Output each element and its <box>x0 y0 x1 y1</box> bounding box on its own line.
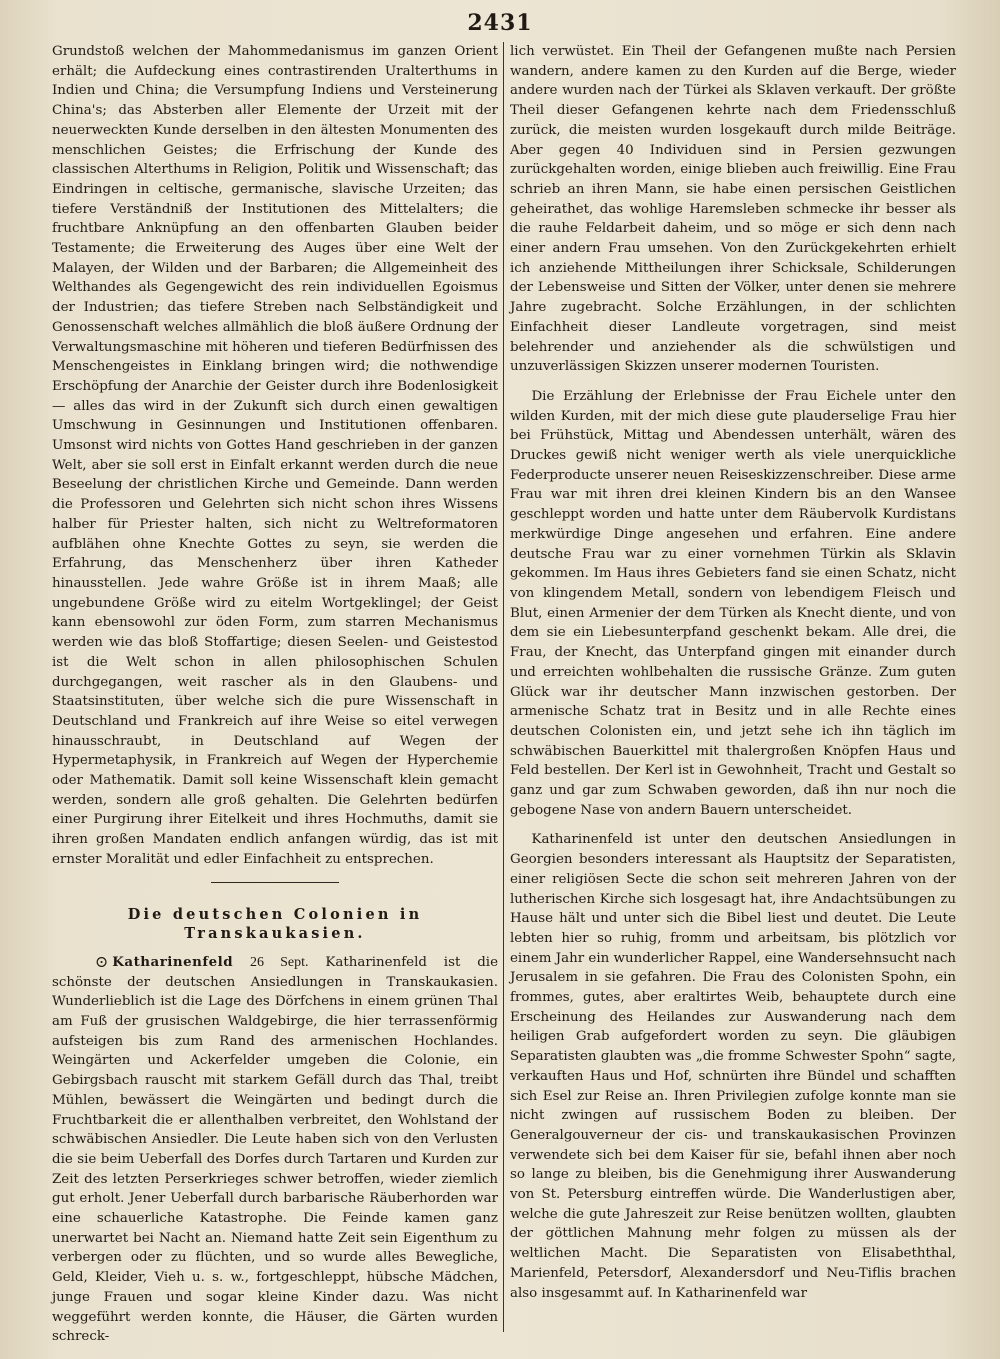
right-column <box>510 42 956 1303</box>
dateline-paragraph <box>52 952 498 1347</box>
left-column <box>52 42 498 1347</box>
article-body-paragraph: Katharinenfeld ist unter den deutschen Ansiedlungen in Georgien besonders interessant als Hauptsitz der Separatisten, einer religiösen Secte die schon seit mehreren Jahren von der lutherischen Kirche sich losgesagt hat, ihre Andachtsübungen zu Hause hält und unter sich die Bibel liest und deutet. Die Leute lebten hier so ruhig, fromm und arbeitsam, bis plötzlich vor einem Jahr ein wunderlicher Rappel, eine Wandersehnsucht nach Jerusalem in sie gefahren. Die Frau des Colonisten Spohn, ein frommes, gutes, aber eraltirtes Weib, behauptete durch eine Erscheinung des Heilandes zur Auswanderung nach dem heiligen Grab aufgefordert worden zu seyn. Die gläubigen Separatisten glaubten was „die fromme Schwester Spohn“ sagte, verkauften Haus und Hof, schnürten ihre Bündel und schafften sich Esel zur Reise an. Ihren Privilegien zufolge konnte man sie nicht zwingen auf russischem Boden zu bleiben. Der Generalgouverneur der cis- und transkaukasischen Provinzen verwendete sich bei dem Kaiser für sie, befahl ihnen aber noch so lange zu bleiben, bis die Genehmigung ihrer Auswanderung von St. Petersburg eintreffen würde. Die Wanderlustigen aber, welche die gute Jahreszeit zur Reise benützen wollten, glaubten der göttlichen Mahnung mehr folgen zu müssen als der weltlichen Macht. Die Separatisten von Elisabeththal, Marienfeld, Petersdorf, Alexandersdorf und Neu-Tiflis brachen also insgesammt auf. In Katharinenfeld war <box>510 832 956 1301</box>
article-heading: Die deutschen Colonien in Transkaukasien. <box>127 905 423 943</box>
article-body-paragraph: Die Erzählung der Erlebnisse der Frau Eichele unter den wilden Kurden, mit der mich diese gute plauderselige Frau hier bei Frühstück, Mittag und Abendessen unterhält, wären des Druckes gewiß nicht weniger werth als viele unerquickliche Federproducte unserer neuen Reiseskizzenschreiber. Diese arme Frau war mit ihren drei kleinen Kindern bis an den Wansee geschleppt worden und hatte unter dem Räubervolk Kurdistans merkwürdige Dinge angesehen und erfahren. Eine andere deutsche Frau war zu einer vornehmen Türkin als Sklavin gekommen. Im Haus ihres Gebieters fand sie einen Schatz, nicht von klingendem Metall, sondern von lebendigem Fleisch und Blut, einen Armenier der dem Türken als Knecht diente, und von dem sie ein Liebesunterpfand geschenkt bekam. Alle drei, die Frau, der Knecht, das Unterpfand gingen mit einander durch und erreichten wohlbehalten die russische Gränze. Zum guten Glück war ihr deutscher Mann inzwischen gestorben. Der armenische Schatz trat in Besitz und in alle Rechte eines deutschen Colonisten ein, und jetzt sehe ich ihn täglich im schwäbischen Bauerkittel mit thalergroßen Knöpfen Haus und Feld bestellen. Der Kerl ist in Gewohnheit, Tracht und Gestalt so ganz und gar zum Schwaben geworden, daß ihn nur noch die gebogene Nase von andern Bauern unterscheidet. <box>510 388 956 818</box>
article-continuation-paragraph: Grundstoß welchen der Mahommedanismus im ganzen Orient erhält; die Aufdeckung eines contrastirenden Uralterthums in Indien und China; die Versumpfung Indiens und Versteinerung China's; das Absterben aller Elemente der Urzeit mit der neuerweckten Kunde derselben in den ältesten Monumenten des menschlichen Geistes; die Erfrischung der Kunde des classischen Alterthums in Religion, Politik und Wissenschaft; das Eindringen in celtische, germanische, slavische Urzeiten; das tiefere Verständniß der Institutionen des Mittelalters; die fruchtbare Anknüpfung an den offenbarten Glauben beider Testamente; die Erweiterung des Auges über eine Welt der Malayen, der Wilden und der Barbaren; die Allgemeinheit des Welthandes als Gegengewicht des rein individuellen Egoismus der Industrien; das tiefere Streben nach Selbständigkeit und Genossenschaft welches allmählich die bloß äußere Ordnung der Verwaltungsmaschine mit höheren und tieferen Bedürfnissen des Menschengeistes in Einklang bringen wird; die nothwendige Erschöpfung der Anarchie der Geister durch ihre Bodenlosigkeit — alles das wird in der Zukunft sich durch einen gewaltigen Umschwung in Gesinnungen und Institutionen offenbaren. Umsonst wird nichts von Gottes Hand geschrieben in der ganzen Welt, aber sie soll erst in Einfalt erkannt werden durch die neue Beseelung der christlichen Kirche und Gemeinde. Dann werden die Professoren und Gelehrten sich nicht schon ihres Wissens halber für Priester halten, sich nicht zu Weltreformatoren aufblähen ohne Knechte Gottes zu seyn, sie werden die Erfahrung, das Menschenherz über ihren Katheder hinausstellen. Jede wahre Größe ist in ihrem Maaß; alle ungebundene Größe wird zu eitelm Wortgeklingel; der Geist kann ebensowohl zur öden Form, zum starren Mechanismus werden wie das bloß Stoffartige; diesen Seelen- und Geistestod ist die Welt schon in allen philosophischen Schulen durchgegangen, weit rascher als in den Glaubens- und Staatsinstituten, über welche sich die pure Wissenschaft in Deutschland und Frankreich auf ihre Weise so eitel verwegen hinausschraubt, in Deutschland auf Wegen der Hypermetaphysik, in Frankreich auf Wegen der Hyperchemie oder Mathematik. Damit soll keine Wissenschaft klein gemacht werden, sondern alle groß gehalten. Die Gelehrten bedürfen einer Purgirung ihrer Eitelkeit und ihres Hochmuths, damit sie ihren großen Mandaten endlich anfangen würdig, das ist mit ernster Moralität und edler Einfachheit zu entsprechen. <box>52 44 498 867</box>
page-number: 2431 <box>467 10 533 36</box>
correspondent-sign-icon: ⊙ <box>94 951 109 971</box>
article-body-paragraph: lich verwüstet. Ein Theil der Gefangenen mußte nach Persien wandern, andere kamen zu den Kurden auf die Berge, wieder andere wurden nach der Türkei als Sklaven verkauft. Der größte Theil dieser Gefangenen kehrte nach dem Friedensschluß zurück, die meisten wurden losgekauft durch milde Beiträge. Aber gegen 40 Individuen sind in Persien gezwungen zurückgehalten worden, einige blieben auch freiwillig. Eine Frau schrieb an ihren Mann, sie habe einen persischen Geistlichen geheirathet, das wohlige Haremsleben schmecke ihr besser als die rauhe Feldarbeit daheim, und so möge er sich denn nach einer andern Frau umsehen. Von den Zurückgekehrten erhielt ich anziehende Mittheilungen ihrer Schicksale, Schilderungen der Lebensweise und Sitten der Völker, unter denen sie mehrere Jahre zugebracht. Solche Erzählungen, in der schlichten Einfachheit dieser Landleute vorgetragen, sind meist belehrender und anziehender als die schwülstigen und unzuverlässigen Skizzen unserer modernen Touristen. <box>510 44 956 375</box>
article-separator-rule <box>211 882 339 883</box>
article-body-paragraph: Katharinenfeld ist die schönste der deutschen Ansiedlungen in Transkaukasien. Wunderlieblich ist die Lage des Dörfchens in einem grünen Thal am Fuß der grusischen Waldgebirge, die hier terrassenförmig aufsteigen bis zum Rand des armenischen Hochlandes. Weingärten und Ackerfelder umgeben die Colonie, ein Gebirgsbach rauscht mit starkem Gefäll durch das Thal, treibt Mühlen, bewässert die Weingärten und bedingt durch die Fruchtbarkeit die er allenthalben verbreitet, den Wohlstand der schwäbischen Ansiedler. Die Leute haben sich von den Verlusten die sie beim Ueberfall des Dorfes durch Tartaren und Kurden zur Zeit des letzten Perserkrieges schwer betroffen, wieder ziemlich gut erholt. Jener Ueberfall durch barbarische Räuberhorden war eine schauerliche Katastrophe. Die Feinde kamen ganz unerwartet bei Nacht an. Niemand hatte Zeit sein Eigenthum zu verbergen oder zu flüchten, und so wurde alles Bewegliche, Geld, Kleider, Vieh u. s. w., fortgeschleppt, hübsche Mädchen, junge Frauen und sogar kleine Kinder dazu. Was nicht weggeführt werden konnte, die Häuser, die Gärten wurden schreck- <box>52 954 498 1345</box>
dateline-place: Katharinenfeld <box>112 953 234 970</box>
dateline-date: 26 Sept. <box>249 954 309 970</box>
column-divider <box>503 42 504 1332</box>
